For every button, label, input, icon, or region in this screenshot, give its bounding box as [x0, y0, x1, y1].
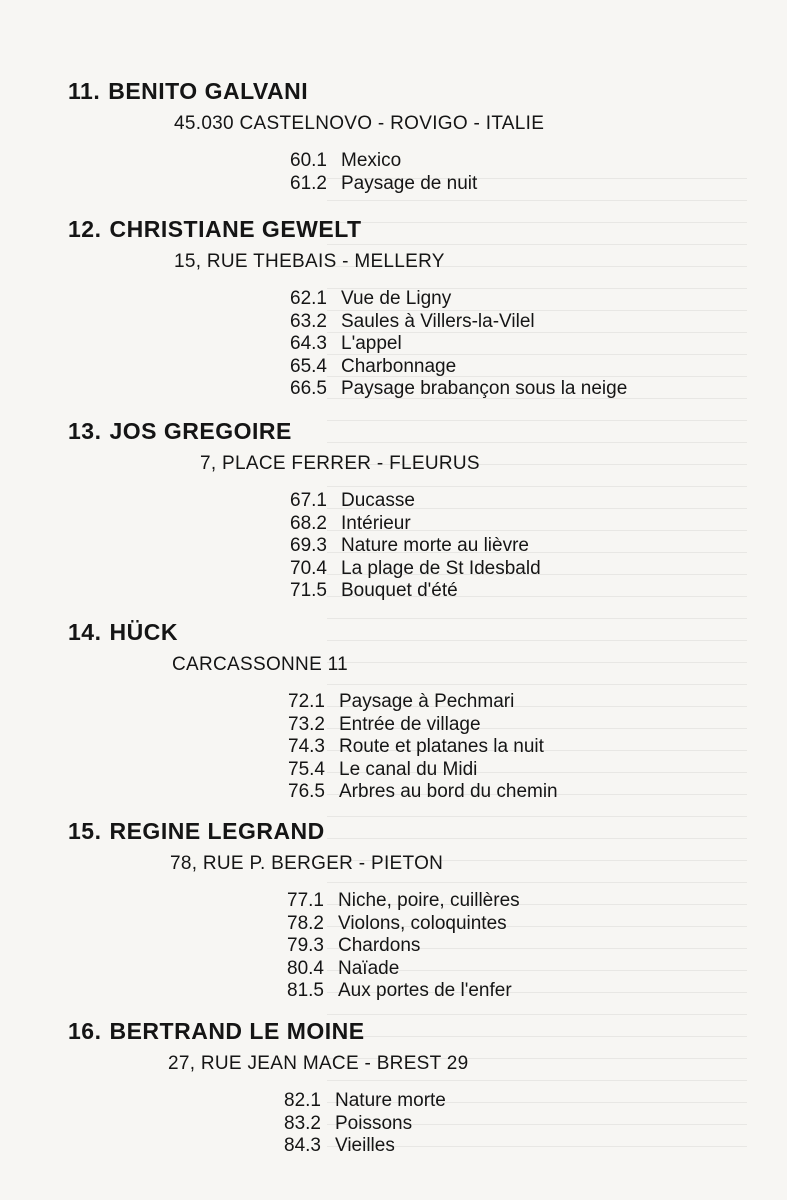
artist-address: CARCASSONNE 11: [172, 654, 348, 675]
work-number: 62.1: [290, 288, 327, 309]
work-title: Violons, coloquintes: [338, 912, 507, 934]
artist-name-text: BERTRAND LE MOINE: [109, 1018, 365, 1044]
artist-name: [68, 78, 308, 105]
work-item: [284, 1113, 446, 1136]
work-title: L'appel: [341, 333, 402, 354]
artist-name-text: HÜCK: [109, 619, 178, 645]
work-number: 70.4: [290, 557, 327, 579]
work-number: 71.5: [290, 580, 327, 601]
work-number: 84.3: [284, 1135, 321, 1156]
artist-address: 27, RUE JEAN MACE - BREST 29: [168, 1053, 469, 1074]
works-list: [287, 890, 520, 1003]
work-title: Paysage brabançon sous la neige: [341, 378, 628, 399]
work-item: [290, 356, 627, 379]
artist-number: 12.: [68, 216, 102, 242]
artist-name: [68, 619, 178, 646]
work-number: 77.1: [287, 890, 324, 911]
work-title: Bouquet d'été: [341, 580, 458, 601]
work-item: [288, 736, 558, 759]
work-title: Vieilles: [335, 1135, 395, 1156]
work-item: [287, 958, 520, 981]
work-number: 64.3: [290, 333, 327, 354]
work-item: [290, 558, 541, 581]
artist-address: 78, RUE P. BERGER - PIETON: [170, 853, 444, 874]
artist-number: 13.: [68, 418, 102, 444]
work-item: [288, 714, 558, 737]
work-title: Nature morte au lièvre: [341, 535, 529, 556]
work-number: 73.2: [288, 713, 325, 735]
works-list: [290, 150, 477, 195]
work-title: Ducasse: [341, 490, 415, 511]
work-title: La plage de St Idesbald: [341, 557, 541, 579]
work-number: 68.2: [290, 512, 327, 534]
work-item: [287, 980, 520, 1003]
artist-name: [68, 818, 325, 845]
artist-name-text: REGINE LEGRAND: [109, 818, 325, 844]
work-number: 65.4: [290, 355, 327, 377]
work-item: [288, 691, 558, 714]
work-item: [290, 490, 541, 513]
work-number: 72.1: [288, 691, 325, 712]
work-number: 60.1: [290, 150, 327, 171]
artist-number: 15.: [68, 818, 102, 844]
work-item: [287, 935, 520, 958]
work-title: Charbonnage: [341, 355, 457, 377]
work-number: 75.4: [288, 758, 325, 780]
work-title: Paysage à Pechmari: [339, 691, 515, 712]
work-title: Saules à Villers-la-Vilel: [341, 310, 535, 332]
work-title: Entrée de village: [339, 713, 481, 735]
work-title: Niche, poire, cuillères: [338, 890, 520, 911]
works-list: [288, 691, 558, 804]
artist-number: 16.: [68, 1018, 102, 1044]
works-list: [284, 1090, 446, 1158]
work-title: Naïade: [338, 957, 400, 979]
work-number: 63.2: [290, 310, 327, 332]
artist-address: 7, PLACE FERRER - FLEURUS: [200, 453, 480, 474]
work-title: Mexico: [341, 150, 402, 171]
work-item: [290, 378, 627, 401]
work-item: [290, 580, 541, 603]
work-number: 79.3: [287, 935, 324, 956]
work-item: [290, 535, 541, 558]
work-item: [284, 1090, 446, 1113]
artist-name: [68, 1018, 365, 1045]
artist-name-text: CHRISTIANE GEWELT: [109, 216, 362, 242]
work-item: [290, 150, 477, 173]
work-title: Le canal du Midi: [339, 758, 478, 780]
works-list: [290, 490, 541, 603]
work-item: [288, 781, 558, 804]
work-number: 80.4: [287, 957, 324, 979]
work-number: 67.1: [290, 490, 327, 511]
work-number: 78.2: [287, 912, 324, 934]
work-item: [290, 173, 477, 196]
work-number: 76.5: [288, 781, 325, 802]
work-title: Paysage de nuit: [341, 172, 478, 194]
artist-name: [68, 418, 292, 445]
work-title: Chardons: [338, 935, 421, 956]
work-item: [290, 288, 627, 311]
artist-name-text: JOS GREGOIRE: [109, 418, 292, 444]
artist-name: [68, 216, 362, 243]
work-item: [284, 1135, 446, 1158]
work-number: 69.3: [290, 535, 327, 556]
work-item: [287, 890, 520, 913]
work-item: [290, 513, 541, 536]
work-item: [290, 311, 627, 334]
artist-number: 11.: [68, 78, 101, 104]
work-title: Poissons: [335, 1112, 413, 1134]
work-title: Aux portes de l'enfer: [338, 980, 512, 1001]
work-title: Vue de Ligny: [341, 288, 452, 309]
work-title: Nature morte: [335, 1090, 446, 1111]
artist-address: 45.030 CASTELNOVO - ROVIGO - ITALIE: [174, 113, 545, 134]
work-number: 61.2: [290, 172, 327, 194]
work-title: Arbres au bord du chemin: [339, 781, 558, 802]
work-item: [288, 759, 558, 782]
work-number: 82.1: [284, 1090, 321, 1111]
work-number: 74.3: [288, 736, 325, 757]
artist-number: 14.: [68, 619, 102, 645]
work-number: 83.2: [284, 1112, 321, 1134]
work-item: [287, 913, 520, 936]
artist-name-text: BENITO GALVANI: [108, 78, 309, 104]
works-list: [290, 288, 627, 401]
work-number: 66.5: [290, 378, 327, 399]
work-title: Intérieur: [341, 512, 411, 534]
work-item: [290, 333, 627, 356]
work-number: 81.5: [287, 980, 324, 1001]
work-title: Route et platanes la nuit: [339, 736, 544, 757]
artist-address: 15, RUE THEBAIS - MELLERY: [174, 251, 445, 272]
